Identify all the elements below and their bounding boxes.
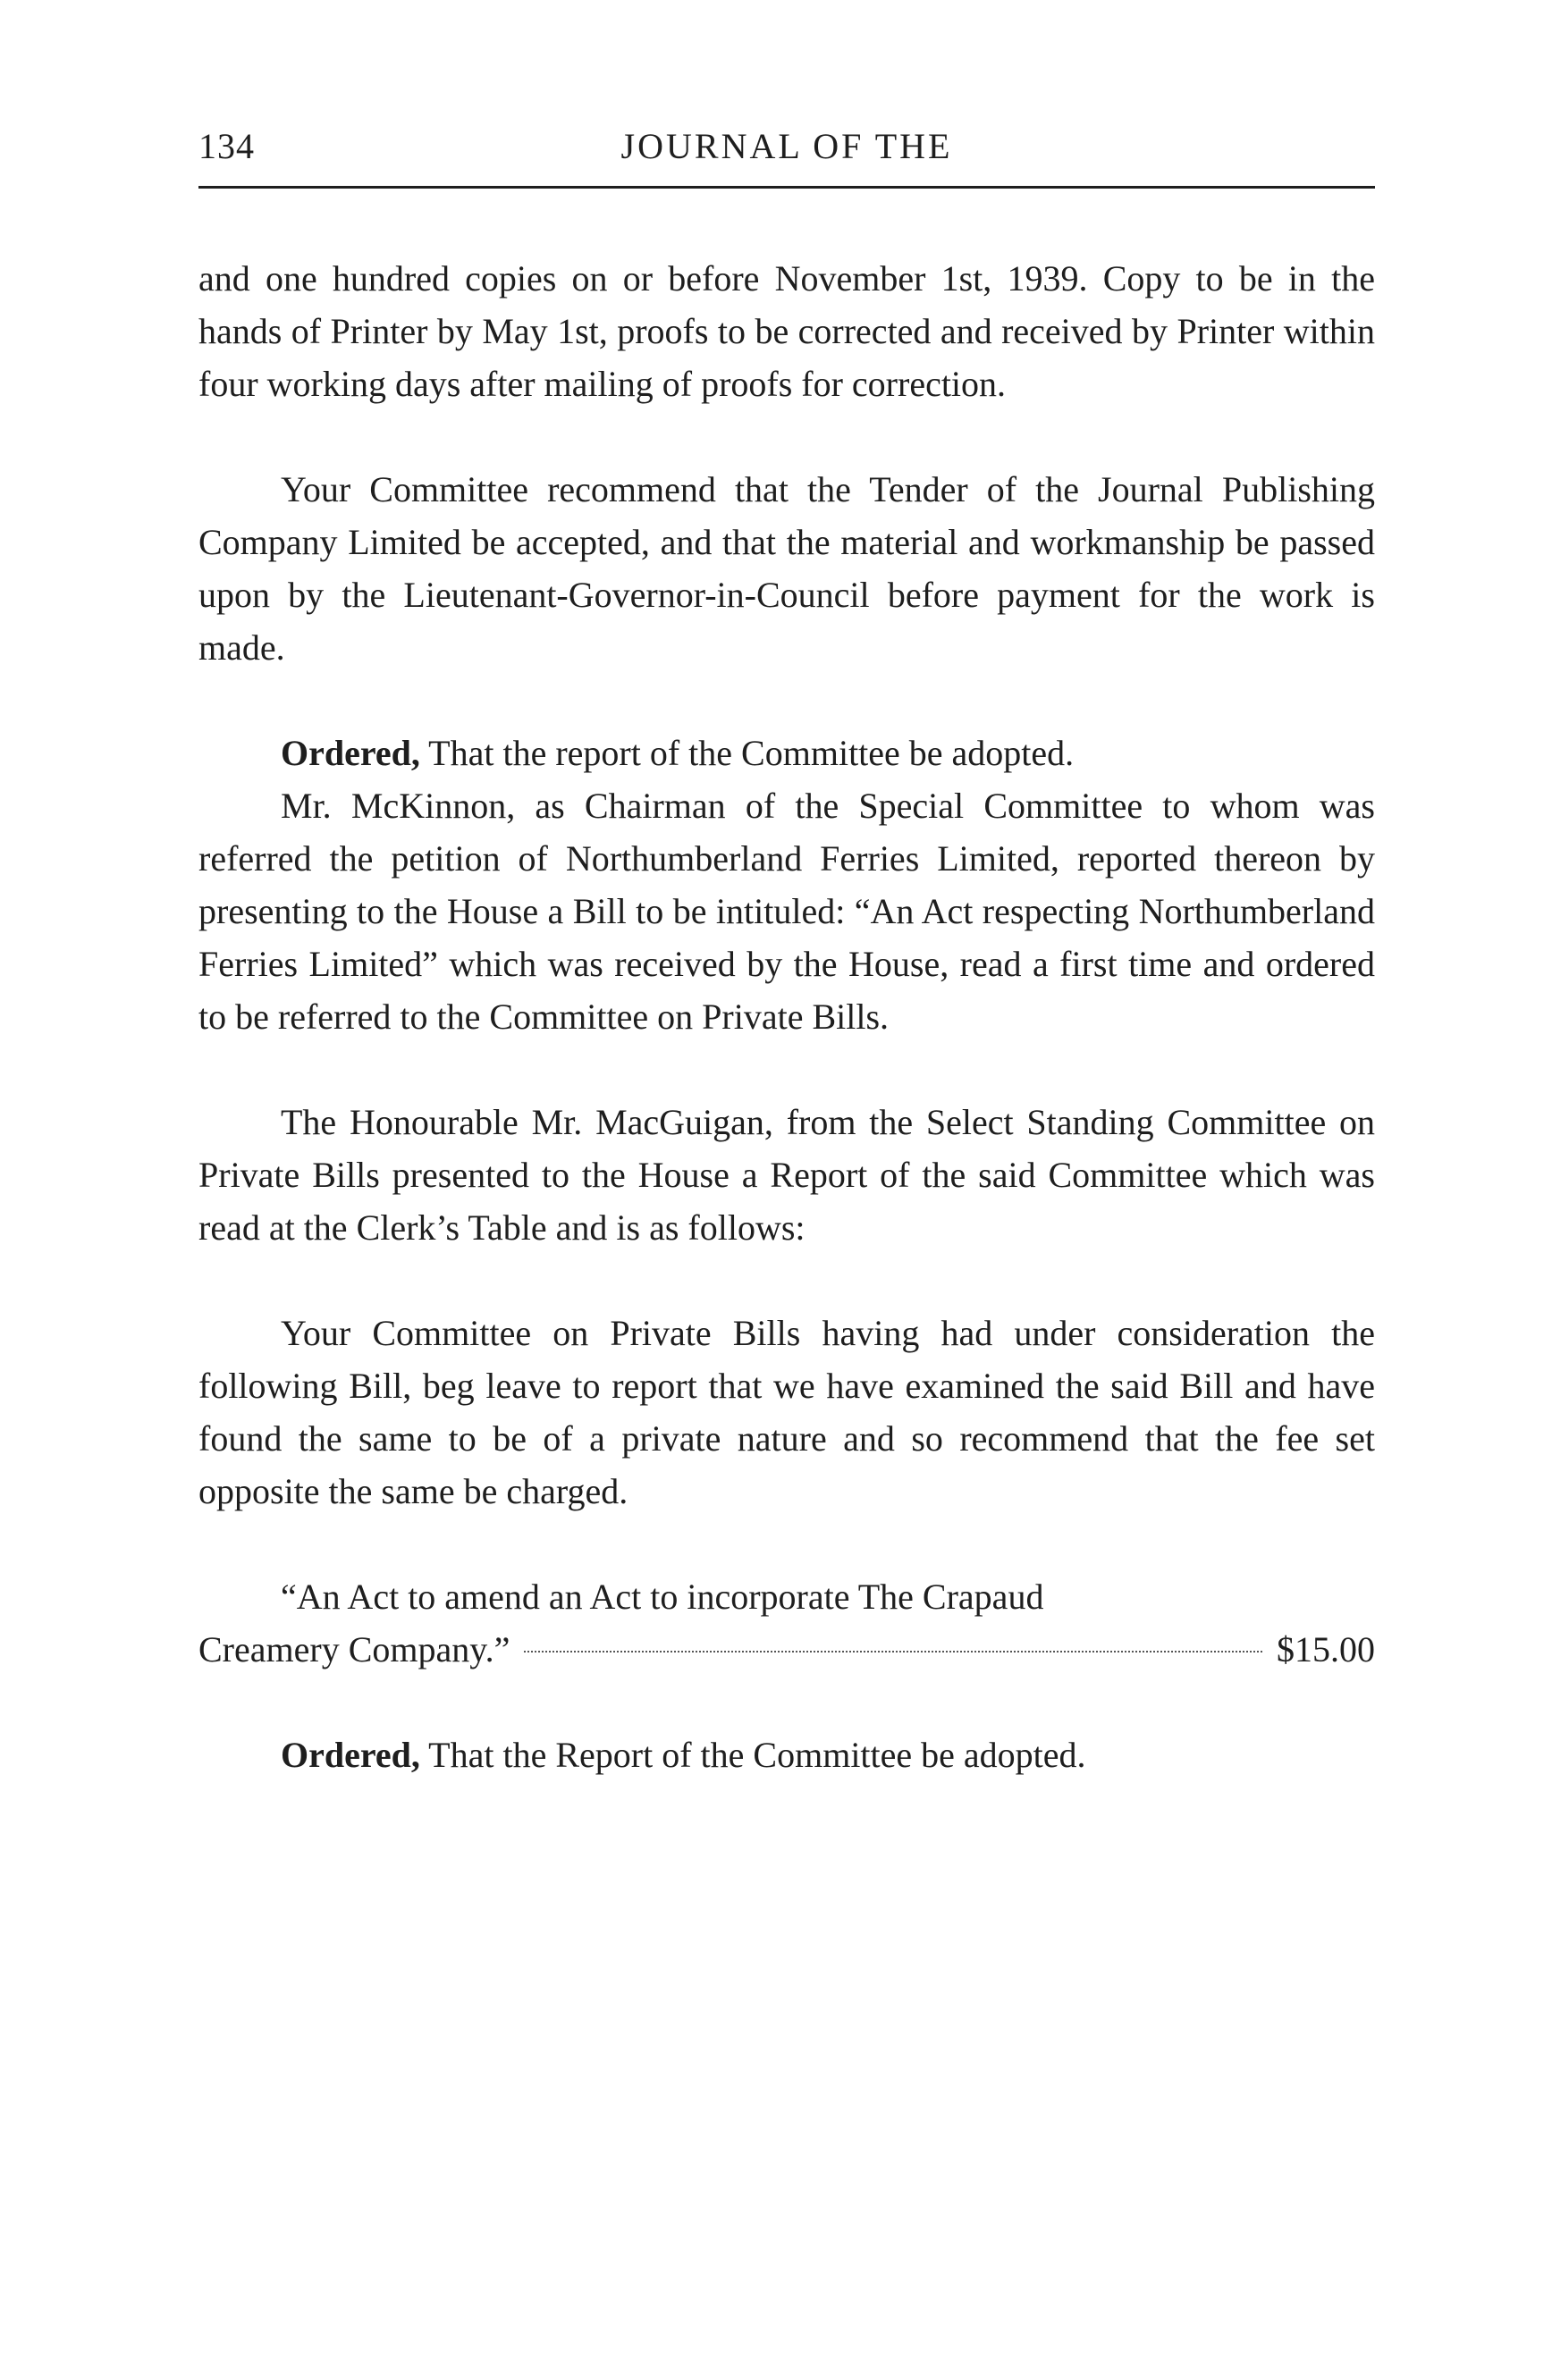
paragraph-mckinnon-bill: Mr. McKinnon, as Chairman of the Special Committee to whom was referred the petition of Northumberland Ferries Limited, reported thereon by presenting to the House a Bill to be intituled: “An Act respecting Northumberland Ferries Limited” which was received by the House, read a first time and ordered to be referred to the Committee on Private Bills. <box>198 786 1375 1037</box>
ordered-text: That the report of the Committee be adopted. <box>419 733 1075 773</box>
running-head: JOURNAL OF THE <box>620 126 953 166</box>
header-rule <box>198 186 1375 189</box>
ordered-text-final: That the Report of the Committee be adopted. <box>419 1735 1086 1775</box>
bill-fee-line <box>198 1623 1375 1676</box>
paragraph-private-bills-report: Your Committee on Private Bills having had under consideration the following Bill, beg leave to report that we have examined the said Bill and have found the same to be of a private nature and so recommend that the fee set opposite the same be charged. <box>198 1313 1375 1511</box>
bill-fee-amount: $15.00 <box>1277 1629 1375 1669</box>
ordered-label-final: Ordered, <box>281 1735 420 1775</box>
paragraph-printing-schedule: and one hundred copies on or before November 1st, 1939. Copy to be in the hands of Printer by May 1st, proofs to be corrected and received by Printer within four working days after mailing of proofs for correction. <box>198 258 1375 404</box>
bill-title-continuation: Creamery Company.” <box>198 1629 510 1669</box>
bill-title-line: “An Act to amend an Act to incorporate The Crapaud <box>281 1577 1044 1617</box>
paragraph-order-report-adopted <box>198 727 1375 779</box>
page-header <box>198 125 1375 179</box>
ordered-label: Ordered, <box>281 733 420 773</box>
page-number: 134 <box>198 126 255 166</box>
page-body <box>198 252 1375 1781</box>
paragraph-macguigan-report: The Honourable Mr. MacGuigan, from the Select Standing Committee on Private Bills presented to the House a Report of the said Committee which was read at the Clerk’s Table and is as follows: <box>198 1102 1375 1248</box>
dotted-leader <box>524 1651 1262 1653</box>
paragraph-order-final <box>198 1728 1375 1781</box>
paragraph-committee-recommendation: Your Committee recommend that the Tender of the Journal Publishing Company Limited be accepted, and that the material and workmanship be passed upon by the Lieutenant-Governor-in-Council before payment for the work is made. <box>198 469 1375 668</box>
